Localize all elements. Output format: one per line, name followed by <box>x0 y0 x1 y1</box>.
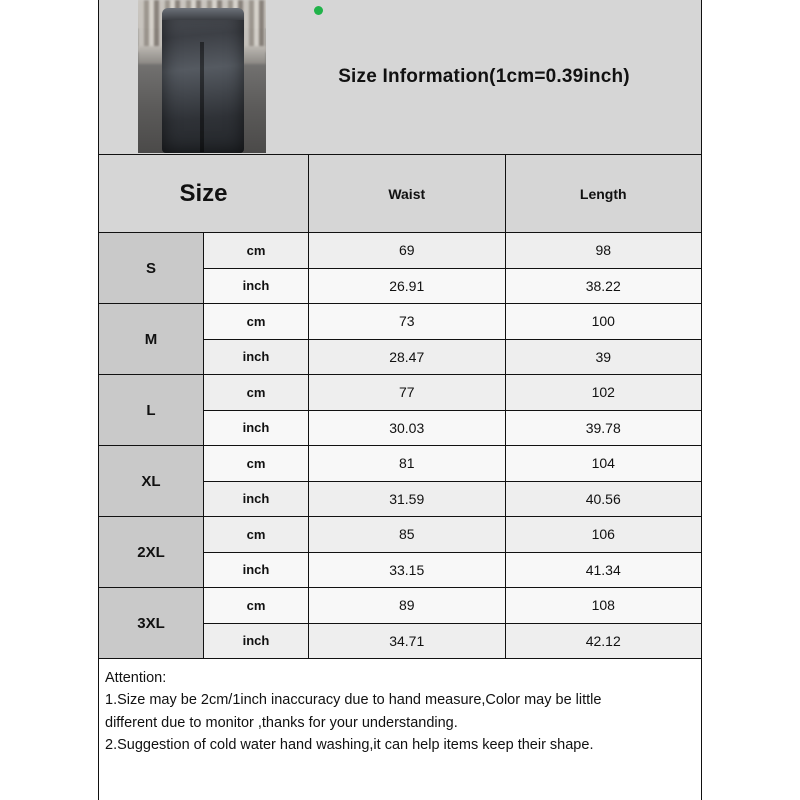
waist-value: 33.15 <box>309 553 506 588</box>
unit-row-inch <box>204 482 701 517</box>
attention-note-2: 2.Suggestion of cold water hand washing,it can help items keep their shape. <box>105 737 594 754</box>
length-value: 104 <box>591 455 615 472</box>
green-dot-icon <box>314 6 323 15</box>
unit-row-cm <box>204 304 701 340</box>
unit-label: inch <box>204 340 309 375</box>
unit-label: cm <box>204 375 309 410</box>
waist-value: 69 <box>309 233 506 268</box>
waist-value: 73 <box>309 304 506 339</box>
waist-value: 34.71 <box>309 624 506 659</box>
jeans-garment <box>162 8 244 153</box>
size-label: 3XL <box>99 588 204 658</box>
size-chart-sheet <box>98 0 702 800</box>
unit-row-cm <box>204 517 701 553</box>
unit-row-cm <box>204 446 701 482</box>
unit-label: cm <box>204 588 309 623</box>
unit-row-cm <box>204 233 701 269</box>
length-value: 102 <box>591 384 615 401</box>
table-row <box>99 588 701 659</box>
waist-value: 89 <box>309 588 506 623</box>
unit-label: cm <box>204 304 309 339</box>
length-value: 98 <box>595 242 612 259</box>
table-row <box>99 233 701 304</box>
table-row <box>99 446 701 517</box>
size-label: 2XL <box>99 517 204 587</box>
length-value: 39 <box>595 348 612 365</box>
header-band <box>99 0 701 155</box>
length-value: 38.22 <box>585 277 621 294</box>
size-label: XL <box>99 446 204 516</box>
jeans-waistband <box>162 8 244 20</box>
length-value: 106 <box>591 526 615 543</box>
waist-value: 81 <box>309 446 506 481</box>
unit-row-inch <box>204 624 701 659</box>
table-row <box>99 517 701 588</box>
table-row <box>99 375 701 446</box>
waist-value: 26.91 <box>309 269 506 304</box>
attention-note-1-line-1: 1.Size may be 2cm/1inch inaccuracy due to hand measure,Color may be little <box>105 692 602 709</box>
unit-row-inch <box>204 340 701 375</box>
waist-value: 31.59 <box>309 482 506 517</box>
product-photo <box>138 0 266 153</box>
size-values <box>204 375 701 445</box>
length-value: 40.56 <box>585 490 621 507</box>
attention-block <box>99 659 701 767</box>
length-value: 41.34 <box>585 561 621 578</box>
waist-value: 85 <box>309 517 506 552</box>
unit-label: cm <box>204 233 309 268</box>
unit-label: inch <box>204 624 309 659</box>
attention-note-1-line-2: different due to monitor ,thanks for your understanding. <box>105 714 458 731</box>
length-value: 108 <box>591 597 615 614</box>
size-values <box>204 517 701 587</box>
unit-row-cm <box>204 375 701 411</box>
unit-row-inch <box>204 269 701 304</box>
size-label: L <box>99 375 204 445</box>
column-header-waist: Waist <box>309 155 506 232</box>
page-title <box>267 0 701 153</box>
column-header-size: Size <box>99 155 309 232</box>
size-values <box>204 304 701 374</box>
unit-row-inch <box>204 411 701 446</box>
unit-label: cm <box>204 446 309 481</box>
waist-value: 77 <box>309 375 506 410</box>
waist-value: 30.03 <box>309 411 506 446</box>
unit-row-inch <box>204 553 701 588</box>
length-value: 42.12 <box>585 632 621 649</box>
unit-row-cm <box>204 588 701 624</box>
length-value: 100 <box>591 313 615 330</box>
size-label: S <box>99 233 204 303</box>
waist-value: 28.47 <box>309 340 506 375</box>
unit-label: inch <box>204 411 309 446</box>
unit-label: inch <box>204 482 309 517</box>
unit-label: cm <box>204 517 309 552</box>
table-row <box>99 304 701 375</box>
table-header-row <box>99 155 701 233</box>
unit-label: inch <box>204 553 309 588</box>
size-values <box>204 588 701 658</box>
attention-heading: Attention: <box>105 670 167 686</box>
column-header-length: Length <box>506 155 702 232</box>
size-values <box>204 446 701 516</box>
size-label: M <box>99 304 204 374</box>
length-value: 39.78 <box>585 419 621 436</box>
page-title-text: Size Information(1cm=0.39inch) <box>338 65 630 87</box>
unit-label: inch <box>204 269 309 304</box>
size-values <box>204 233 701 303</box>
